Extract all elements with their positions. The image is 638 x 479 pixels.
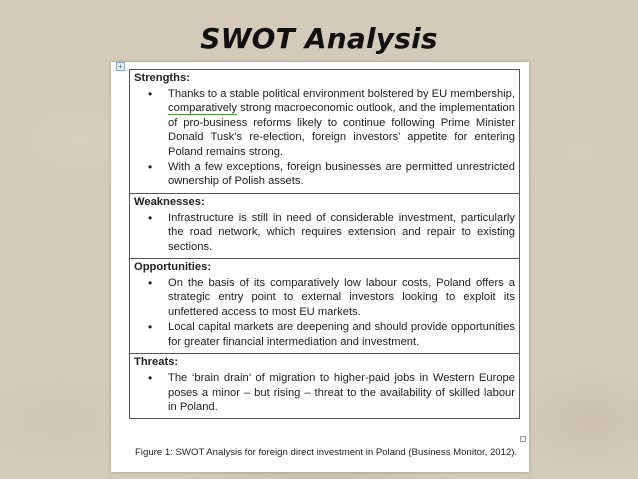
swot-table [129, 69, 520, 419]
table-row [130, 70, 520, 194]
table-row [130, 193, 520, 258]
table-resize-handle-icon[interactable] [520, 436, 526, 442]
slide-title: SWOT Analysis [200, 22, 438, 55]
bullet-list [134, 211, 515, 254]
section-heading: Strengths: [134, 72, 190, 84]
bullet-list [134, 87, 515, 189]
table-row [130, 259, 520, 354]
grammar-highlight: comparatively [168, 102, 238, 115]
bullet-list [134, 276, 515, 349]
strengths-cell [130, 70, 520, 194]
table-move-handle-icon[interactable]: + [116, 62, 125, 71]
list-item: • On the basis of its comparatively low labour costs, Poland offers a strategic entry point to external investors looking to exploit its unfettered access to most EU markets. [168, 276, 515, 319]
section-heading: Opportunities: [134, 261, 212, 274]
threats-cell [130, 354, 520, 419]
list-item: • Local capital markets are deepening and should provide opportunities for greater financial intermediation and investment. [168, 320, 515, 349]
list-item: • With a few exceptions, foreign businesses are permitted unrestricted ownership of Polish assets. [168, 160, 515, 189]
weaknesses-cell [130, 193, 520, 258]
bullet-list [134, 371, 515, 414]
list-item [168, 87, 515, 159]
item-text: Thanks to a stable political environment bolstered by EU membership, [168, 88, 515, 100]
item-text: strong macroeconomic outlook, and the implementation of pro-business reforms likely to continue following Prime Minister Donald Tusk’s re-election, foreign investors’ appetite for entering Poland remains strong. [168, 102, 515, 158]
figure-caption: Figure 1: SWOT Analysis for foreign direct investment in Poland (Business Monitor, 2012). [135, 447, 518, 458]
table-row [130, 354, 520, 419]
list-item: • Infrastructure is still in need of considerable investment, particularly the road network, which requires extension and repair to existing sections. [168, 211, 515, 254]
list-item: • The ‘brain drain’ of migration to higher-paid jobs in Western Europe poses a minor – but rising – threat to the availability of skilled labour in Poland. [168, 371, 515, 414]
opportunities-cell [130, 259, 520, 354]
section-heading: Weaknesses: [134, 195, 205, 208]
section-heading: Threats: [134, 356, 179, 369]
